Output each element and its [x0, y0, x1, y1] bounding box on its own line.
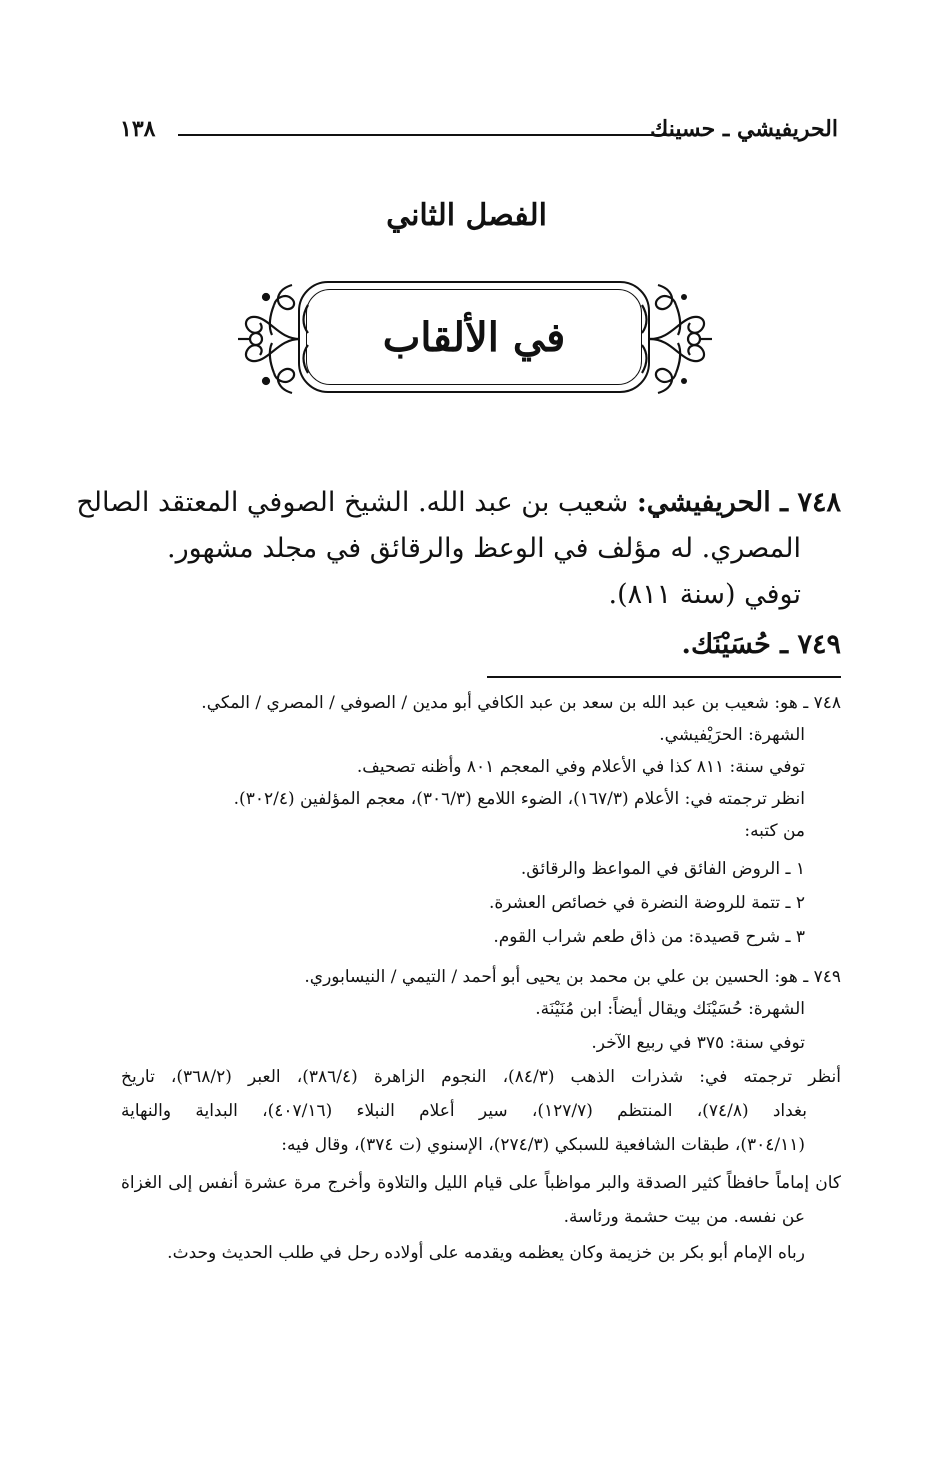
note-749-line-9: رباه الإمام أبو بكر بن خزيمة وكان يعظمه ويقدمه على أولاده رحل في طلب الحديث وحدث. — [167, 1243, 805, 1263]
entry-748-name: ٧٤٨ ـ الحريفيشي: — [636, 487, 841, 518]
note-749-line-8: عن نفسه. من بيت حشمة ورئاسة. — [563, 1207, 805, 1227]
note-749-line-7: كان إماماً حافظاً كثير الصدقة والبر مواظباً على قيام الليل والتلاوة وأخرج مرة عشرة أنفس إلى الغزاة — [121, 1173, 841, 1193]
entry-748-text: شعيب بن عبد الله. الشيخ الصوفي المعتقد الصالح — [76, 487, 637, 518]
running-title: الحريفيشي ـ حسينك — [650, 116, 838, 142]
page-header — [120, 112, 838, 152]
entry-749-name: ٧٤٩ ـ حُسَيْنَك. — [681, 629, 841, 660]
chapter-title: الفصل الثاني — [386, 198, 547, 233]
entry-748-line-2: المصري. له مؤلف في الوعظ والرقائق في مجلد مشهور. — [167, 533, 801, 564]
note-748-line-4: انظر ترجمته في: الأعلام (١٦٧/٣)، الضوء اللامع (٣٠٦/٣)، معجم المؤلفين (٣٠٢/٤). — [233, 789, 805, 809]
note-748-line-7: ٢ ـ تتمة للروضة النضرة في خصائص العشرة. — [488, 893, 805, 913]
header-rule — [178, 134, 680, 136]
note-749-line-6: (٣٠٤/١١)، طبقات الشافعية للسبكي (٢٧٤/٣)، الإسنوي (ت ٣٧٤)، وقال فيه: — [281, 1135, 805, 1155]
page-number: ١٣٨ — [120, 116, 156, 142]
entry-748-line-1 — [76, 483, 841, 523]
note-749-line-1: ٧٤٩ ـ هو: الحسين بن علي بن محمد بن يحيى أبو أحمد / التيمي / النيسابوري. — [304, 967, 841, 987]
note-749-line-2: الشهرة: حُسَيْنَك ويقال أيضاً: ابن مُنَيْنَة. — [535, 999, 805, 1019]
entry-749 — [682, 625, 841, 665]
note-748-line-3: توفي سنة: ٨١١ كذا في الأعلام وفي المعجم ٨٠١ وأظنه تصحيف. — [356, 757, 805, 777]
note-748-line-5: من كتبه: — [744, 821, 805, 841]
note-749-line-4: أنظر ترجمته في: شذرات الذهب (٨٤/٣)، النجوم الزاهرة (٣٨٦/٤)، العبر (٣٦٨/٢)، تاريخ — [121, 1067, 841, 1087]
note-748-line-8: ٣ ـ شرح قصيدة: من ذاق طعم شراب القوم. — [493, 927, 805, 947]
section-heading: في الألقاب — [382, 313, 566, 361]
note-748-line-2: الشهرة: الحرَيْفيشي. — [659, 725, 805, 745]
note-749-line-3: توفي سنة: ٣٧٥ في ربيع الآخر. — [591, 1033, 805, 1053]
note-748-line-1: ٧٤٨ ـ هو: شعيب بن عبد الله بن سعد بن عبد الكافي أبو مدين / الصوفي / المصري / المكي. — [201, 693, 841, 713]
footnote-divider — [487, 676, 841, 678]
entry-748-line-3: توفي (سنة ٨١١). — [608, 579, 801, 610]
note-748-line-6: ١ ـ الروض الفائق في المواعظ والرقائق. — [520, 859, 805, 879]
note-749-line-5: بغداد (٧٤/٨)، المنتظم (١٢٧/٧)، سير أعلام النبلاء (٤٠٧/١٦)، البداية والنهاية — [121, 1101, 807, 1121]
section-ornament — [236, 275, 714, 405]
